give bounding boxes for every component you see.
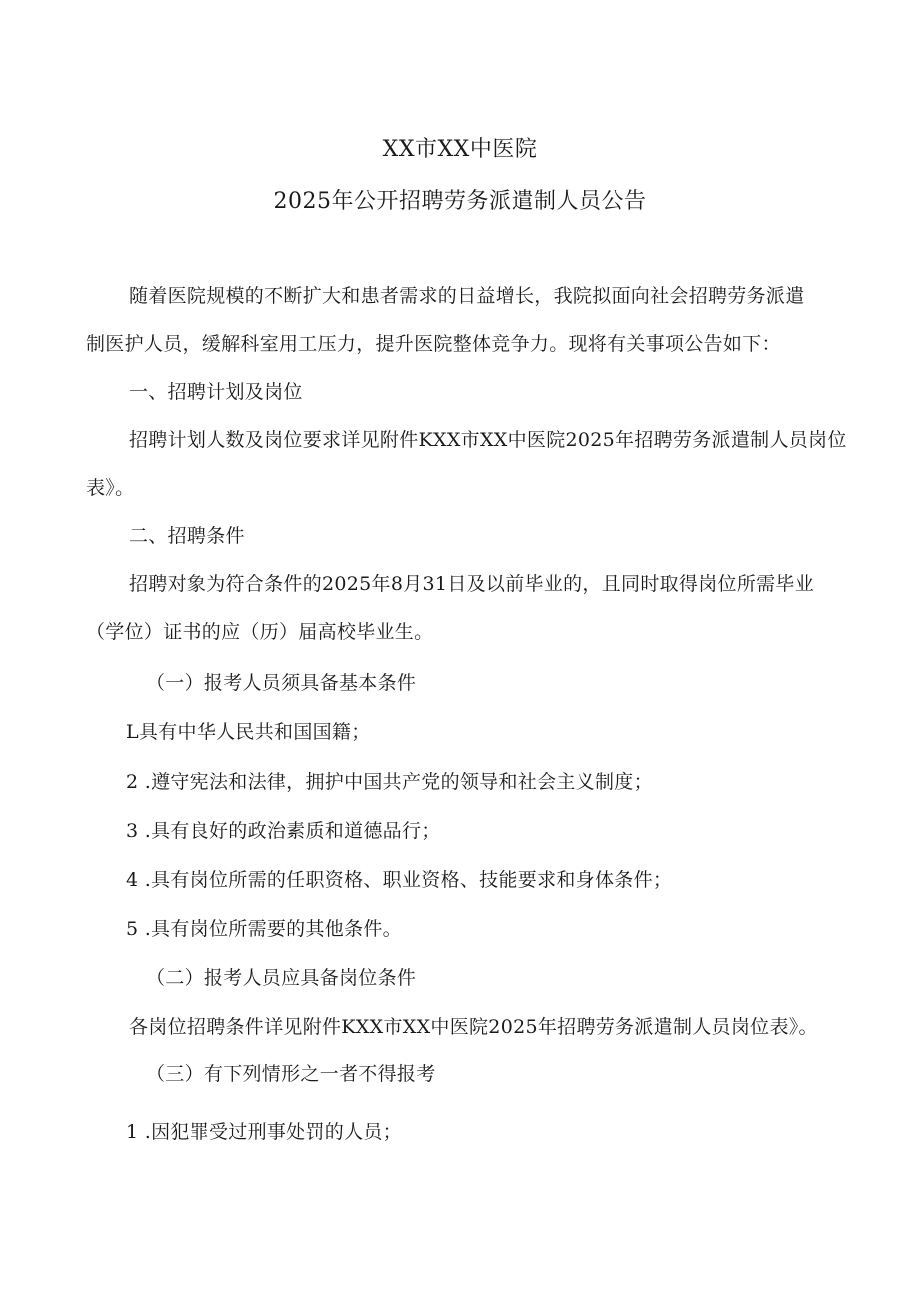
sub1-item: L具有中华人民共和国国籍； [126,721,371,743]
sub2-heading: （二）报考人员应具备岗位条件 [146,967,417,989]
intro-paragraph-line1: 随着医院规模的不断扩大和患者需求的日益增长，我院拟面向社会招聘劳务派遣 [129,285,805,307]
sub3-item: 1 .因犯罪受过刑事处罚的人员； [126,1121,402,1143]
sub3-heading: （三）有下列情形之一者不得报考 [146,1063,436,1085]
section1-heading: 一、招聘计划及岗位 [129,381,303,403]
section1-paragraph-line1: 招聘计划人数及岗位要求详见附件KXX市XX中医院2025年招聘劳务派遣制人员岗位 [129,429,847,451]
sub1-item: 2 .遵守宪法和法律，拥护中国共产党的领导和社会主义制度； [126,771,653,793]
section2-paragraph-line1: 招聘对象为符合条件的2025年8月31日及以前毕业的，且同时取得岗位所需毕业 [129,573,815,595]
section2-heading: 二、招聘条件 [129,525,245,547]
section2-paragraph-line2: （学位）证书的应（历）届高校毕业生。 [86,621,434,643]
sub2-paragraph: 各岗位招聘条件详见附件KXX市XX中医院2025年招聘劳务派遣制人员岗位表》。 [129,1016,818,1038]
sub1-item: 4 .具有岗位所需的任职资格、职业资格、技能要求和身体条件； [126,869,673,891]
section1-paragraph-line2: 表》。 [86,477,135,499]
sub1-heading: （一）报考人员须具备基本条件 [146,672,417,694]
document-title-line2: 2025年公开招聘劳务派遣制人员公告 [273,189,647,214]
sub1-item: 5 .具有岗位所需要的其他条件。 [126,918,402,940]
sub1-item: 3 .具有良好的政治素质和道德品行； [126,820,441,842]
document-title-line1: XX市XX中医院 [382,137,538,162]
intro-paragraph-line2: 制医护人员，缓解科室用工压力，提升医院整体竞争力。现将有关事项公告如下： [86,333,781,355]
